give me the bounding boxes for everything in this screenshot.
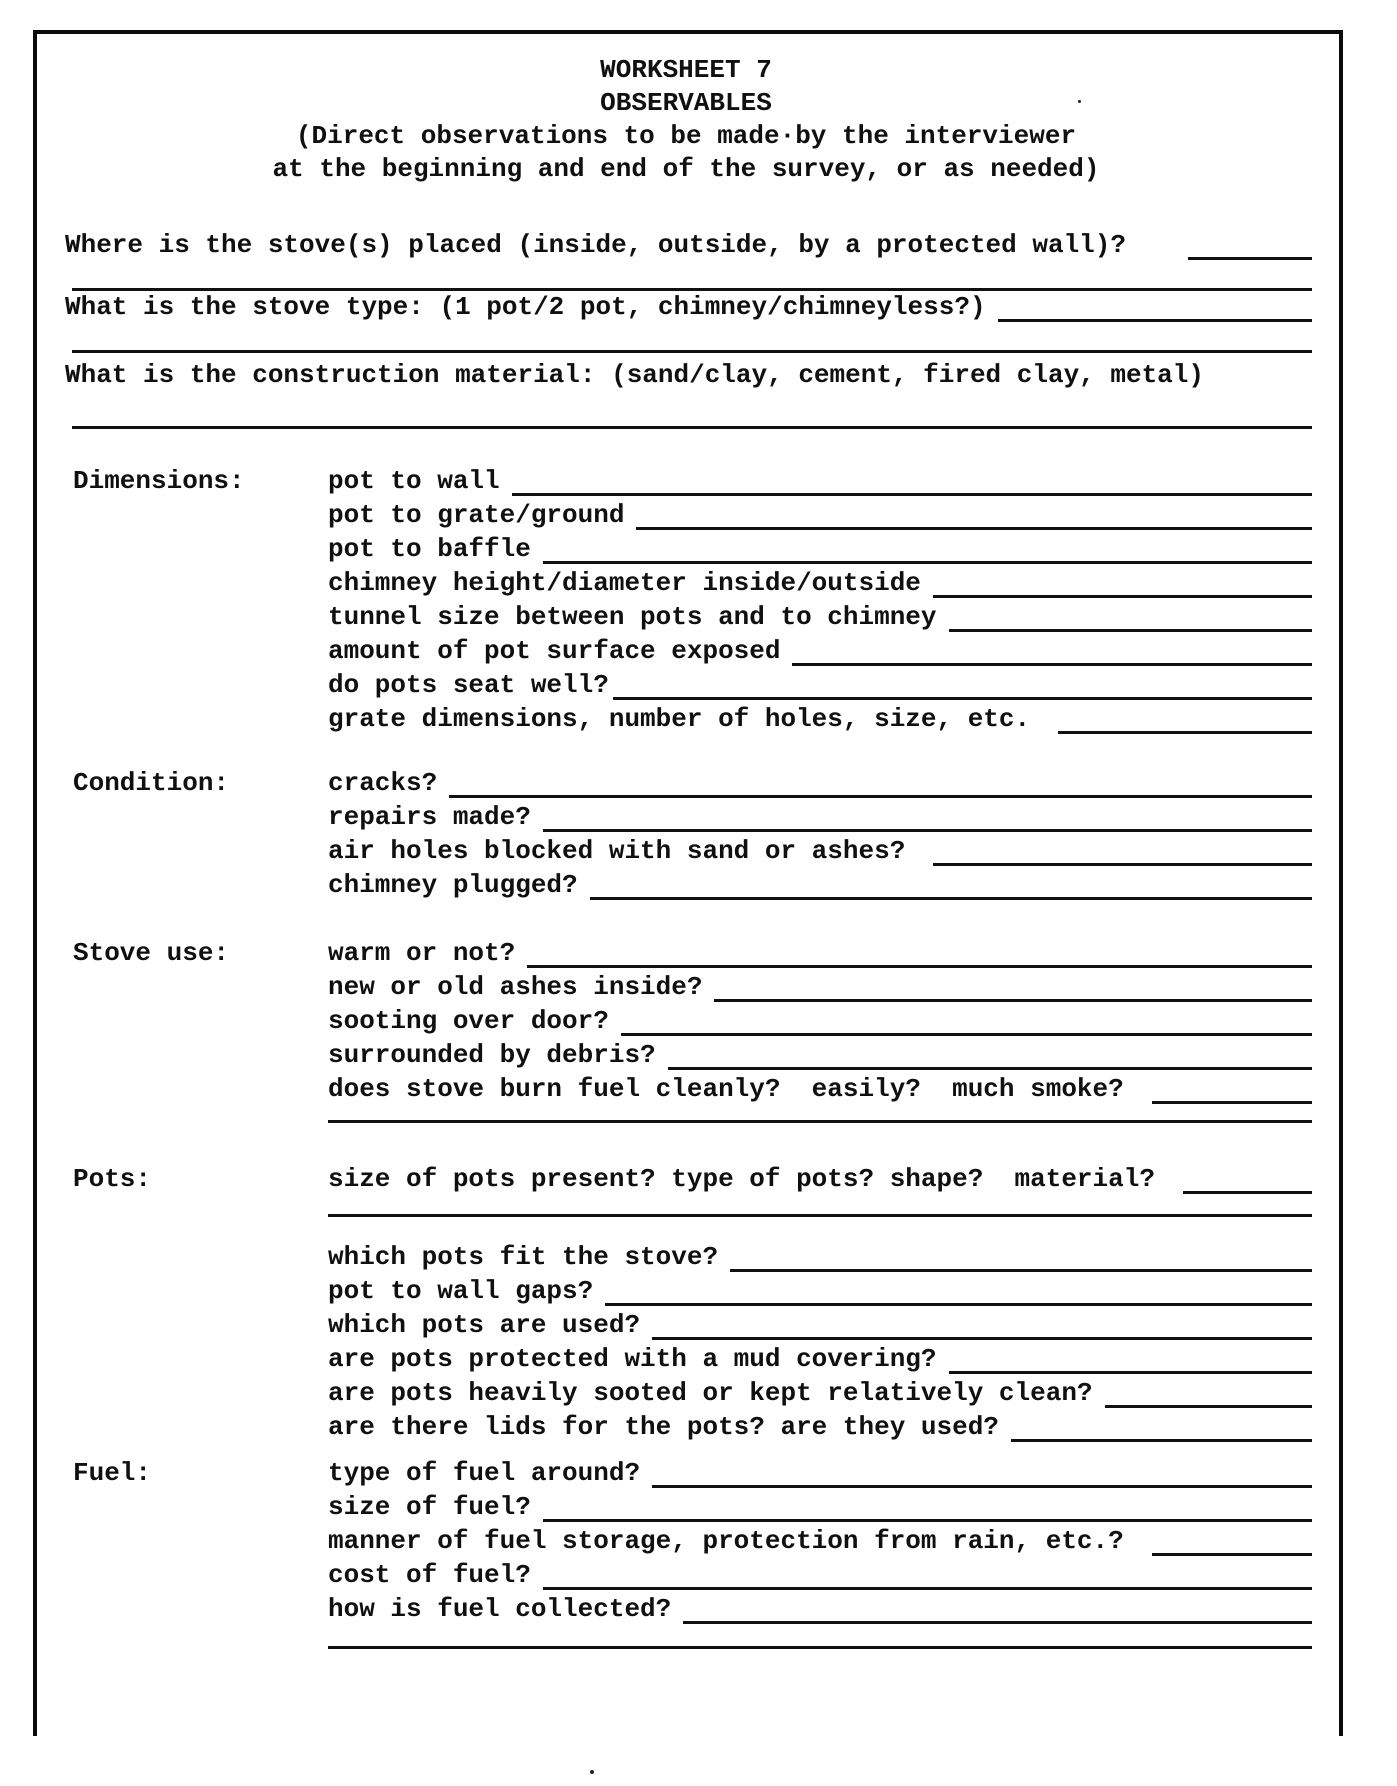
form-field-row bbox=[328, 1240, 1312, 1274]
blank-answer-line bbox=[1058, 702, 1312, 734]
section-label-pots: Pots: bbox=[73, 1164, 152, 1194]
form-field-row bbox=[328, 1524, 1312, 1558]
blank-answer-line bbox=[792, 634, 1312, 666]
section-items-stove-use bbox=[328, 936, 1312, 1106]
form-field-row bbox=[328, 1004, 1312, 1038]
form-field-label: cracks? bbox=[328, 768, 438, 798]
form-field-label: tunnel size between pots and to chimney bbox=[328, 602, 937, 632]
form-field-row bbox=[328, 766, 1312, 800]
form-field-label: chimney plugged? bbox=[328, 870, 578, 900]
blank-answer-line bbox=[683, 1592, 1312, 1624]
blank-answer-line bbox=[613, 668, 1312, 700]
form-field-row bbox=[328, 464, 1312, 498]
form-field-row bbox=[328, 1592, 1312, 1626]
form-field-row bbox=[328, 668, 1312, 702]
form-field-row bbox=[328, 532, 1312, 566]
question-label: What is the stove type: (1 pot/2 pot, chimney/chimneyless?) bbox=[65, 292, 986, 322]
form-field-label: does stove burn fuel cleanly? easily? much smoke? bbox=[328, 1074, 1124, 1104]
blank-answer-line bbox=[1152, 1072, 1312, 1104]
form-field-row bbox=[328, 1038, 1312, 1072]
blank-answer-line bbox=[933, 566, 1312, 598]
blank-answer-line bbox=[1011, 1410, 1312, 1442]
form-field-label: which pots are used? bbox=[328, 1310, 641, 1340]
header-note-line-1: (Direct observations to be made·by the interviewer bbox=[295, 121, 1077, 151]
form-field-row bbox=[328, 1456, 1312, 1490]
blank-answer-line bbox=[949, 1342, 1313, 1374]
section-items-fuel bbox=[328, 1456, 1312, 1626]
scan-speck bbox=[1078, 100, 1081, 103]
form-field-label: pot to wall bbox=[328, 466, 500, 496]
form-field-row bbox=[328, 1072, 1312, 1106]
blank-answer-line bbox=[590, 868, 1312, 900]
form-field-label: repairs made? bbox=[328, 802, 531, 832]
form-field-row bbox=[328, 1342, 1312, 1376]
form-field-label: size of pots present? type of pots? shape? material? bbox=[328, 1164, 1155, 1194]
blank-answer-line bbox=[72, 350, 1312, 353]
form-field-row bbox=[328, 600, 1312, 634]
blank-answer-line bbox=[1152, 1524, 1312, 1556]
section-label-fuel: Fuel: bbox=[73, 1458, 152, 1488]
form-field-label: size of fuel? bbox=[328, 1492, 531, 1522]
form-field-row bbox=[328, 1274, 1312, 1308]
worksheet-title: WORKSHEET 7 bbox=[600, 55, 772, 85]
header-note-line-2: at the beginning and end of the survey, or as needed) bbox=[272, 154, 1100, 184]
form-field-row bbox=[328, 1558, 1312, 1592]
form-field-row bbox=[328, 498, 1312, 532]
question-row-construction-material bbox=[65, 358, 1312, 392]
form-field-row bbox=[328, 936, 1312, 970]
form-field-label: grate dimensions, number of holes, size, etc. bbox=[328, 704, 1031, 734]
blank-answer-line bbox=[512, 464, 1312, 496]
form-field-row bbox=[328, 1410, 1312, 1444]
blank-answer-line bbox=[636, 498, 1312, 530]
form-field-row bbox=[328, 1308, 1312, 1342]
form-field-row bbox=[328, 702, 1312, 736]
form-field-label: do pots seat well? bbox=[328, 670, 609, 700]
form-field-label: are pots protected with a mud covering? bbox=[328, 1344, 937, 1374]
form-field-label: which pots fit the stove? bbox=[328, 1242, 719, 1272]
section-items-dimensions bbox=[328, 464, 1312, 736]
form-field-row bbox=[328, 634, 1312, 668]
blank-answer-line bbox=[605, 1274, 1312, 1306]
blank-answer-line bbox=[328, 1646, 1312, 1649]
blank-answer-line bbox=[1105, 1376, 1312, 1408]
blank-answer-line bbox=[1188, 228, 1312, 260]
blank-answer-line bbox=[933, 834, 1312, 866]
blank-answer-line bbox=[543, 1490, 1312, 1522]
blank-answer-line bbox=[652, 1456, 1312, 1488]
blank-answer-line bbox=[72, 426, 1312, 429]
blank-answer-line bbox=[328, 1214, 1312, 1217]
blank-answer-line bbox=[652, 1308, 1312, 1340]
form-field-label: pot to baffle bbox=[328, 534, 531, 564]
blank-answer-line bbox=[714, 970, 1312, 1002]
section-label-condition: Condition: bbox=[73, 768, 230, 798]
form-field-label: air holes blocked with sand or ashes? bbox=[328, 836, 906, 866]
form-field-label: amount of pot surface exposed bbox=[328, 636, 781, 666]
form-field-label: are there lids for the pots? are they used? bbox=[328, 1412, 999, 1442]
question-row-stove-type bbox=[65, 290, 1312, 324]
form-field-label: manner of fuel storage, protection from rain, etc.? bbox=[328, 1526, 1124, 1556]
section-items-condition bbox=[328, 766, 1312, 902]
form-field-label: pot to grate/ground bbox=[328, 500, 625, 530]
form-field-label: pot to wall gaps? bbox=[328, 1276, 594, 1306]
form-field-row bbox=[328, 1162, 1312, 1196]
blank-answer-line bbox=[449, 766, 1312, 798]
question-label: Where is the stove(s) placed (inside, outside, by a protected wall)? bbox=[65, 230, 1126, 260]
blank-answer-line bbox=[730, 1240, 1312, 1272]
section-items-pots bbox=[328, 1240, 1312, 1444]
blank-answer-line bbox=[543, 800, 1312, 832]
form-field-row bbox=[328, 970, 1312, 1004]
worksheet-header bbox=[33, 54, 1339, 186]
form-field-row bbox=[328, 1376, 1312, 1410]
blank-answer-line bbox=[668, 1038, 1312, 1070]
section-label-stove-use: Stove use: bbox=[73, 938, 230, 968]
question-label: What is the construction material: (sand/clay, cement, fired clay, metal) bbox=[65, 360, 1204, 390]
section-label-dimensions: Dimensions: bbox=[73, 466, 245, 496]
form-field-label: type of fuel around? bbox=[328, 1458, 641, 1488]
scan-speck bbox=[590, 1770, 594, 1774]
form-field-label: warm or not? bbox=[328, 938, 516, 968]
worksheet-subtitle: OBSERVABLES bbox=[600, 88, 772, 118]
form-field-label: how is fuel collected? bbox=[328, 1594, 672, 1624]
blank-answer-line bbox=[621, 1004, 1312, 1036]
blank-answer-line bbox=[998, 290, 1312, 322]
form-field-label: are pots heavily sooted or kept relatively clean? bbox=[328, 1378, 1093, 1408]
form-field-row bbox=[328, 1490, 1312, 1524]
blank-answer-line bbox=[1183, 1162, 1312, 1194]
form-field-label: new or old ashes inside? bbox=[328, 972, 703, 1002]
blank-answer-line bbox=[949, 600, 1313, 632]
blank-answer-line bbox=[527, 936, 1312, 968]
question-row-stove-placement bbox=[65, 228, 1312, 262]
blank-answer-line bbox=[328, 1120, 1312, 1123]
form-field-row bbox=[328, 566, 1312, 600]
form-field-label: surrounded by debris? bbox=[328, 1040, 656, 1070]
form-field-label: sooting over door? bbox=[328, 1006, 609, 1036]
form-field-label: cost of fuel? bbox=[328, 1560, 531, 1590]
form-field-label: chimney height/diameter inside/outside bbox=[328, 568, 921, 598]
form-field-row bbox=[328, 834, 1312, 868]
form-field-row bbox=[328, 868, 1312, 902]
blank-answer-line bbox=[543, 532, 1312, 564]
blank-answer-line bbox=[543, 1558, 1312, 1590]
form-field-row bbox=[328, 800, 1312, 834]
